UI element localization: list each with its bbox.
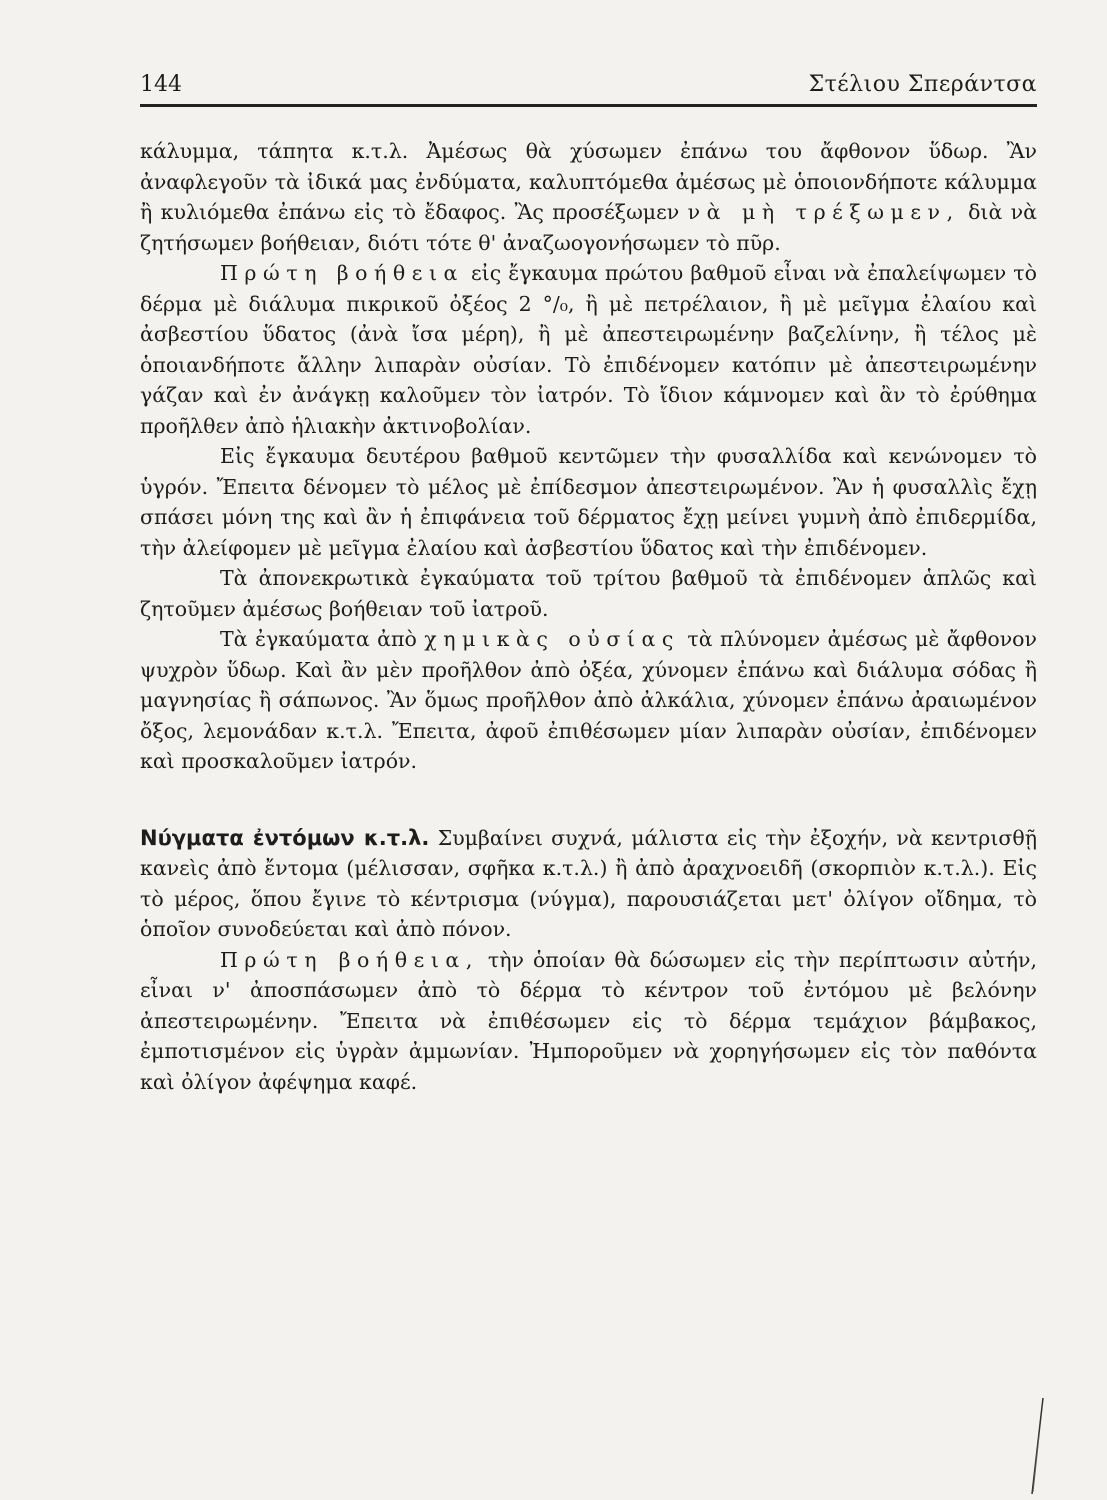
section-gap	[140, 777, 1037, 823]
page-number: 144	[140, 72, 182, 97]
section-title: Νύγματα ἐντόμων κ.τ.λ.	[140, 825, 430, 850]
spaced-emphasis: Πρώτη βοήθεια,	[220, 947, 479, 972]
spaced-emphasis: νὰ μὴ τρέξωμεν,	[687, 200, 960, 224]
paragraph-second-degree: Εἰς ἔγκαυμα δευτέρου βαθμοῦ κεντῶμεν τὴν φυσαλλίδα καὶ κενώνομεν τὸ ὑγρόν. Ἔπειτα δένομεν τὸ μέλος μὲ ἐπίδεσμον ἀπεστειρωμένον. Ἂν ἡ φυσαλλὶς ἔχῃ σπάσει μόνη της καὶ ἂν ἡ ἐπιφάνεια τοῦ δέρματος ἔχῃ μείνει γυμνὴ ἀπὸ ἐπιδερμίδα, τὴν ἀλείφομεν μὲ μεῖγμα ἐλαίου καὶ ἀσβεστίου ὕδατος καὶ τὴν ἐπιδένομεν.	[140, 444, 1037, 560]
text-run: διὰ νὰ ζητήσωμεν βοήθειαν, διότι τότε θ' ἀναζωογονήσωμεν τὸ πῦρ.	[140, 200, 1037, 255]
text-run: τὴν ὁποίαν θὰ δώσωμεν εἰς τὴν περίπτωσιν αὐτήν, εἶναι ν' ἀποσπάσωμεν ἀπὸ τὸ δέρμα τὸ κέντρον τοῦ ἐντόμου μὲ βελόνην ἀπεστειρωμένην. Ἔπειτα νὰ ἐπιθέσωμεν εἰς τὸ δέρμα τεμάχιον βάμβακος, ἐμποτισμένον εἰς ὑγρὰν ἀμμωνίαν. Ἠμποροῦμεν νὰ χορηγήσωμεν εἰς τὸν παθόντα καὶ ὀλίγον ἀφέψημα καφέ.	[140, 947, 1037, 1094]
text-run: εἰς ἔγκαυμα πρώτου βαθμοῦ εἶναι νὰ ἐπαλείψωμεν τὸ δέρμα μὲ διάλυμα πικρικοῦ ὀξέος 2 °/₀, ἢ μὲ πετρέλαιον, ἢ μὲ μεῖγμα ἐλαίου καὶ ἀσβεστίου ὕδατος (ἀνὰ ἴσα μέρη), ἢ μὲ ἀπεστειρωμένην βαζελίνην, ἢ τέλος μὲ ὁποιανδήποτε ἄλλην λιπαρὰν οὐσίαν. Τὸ ἐπιδένομεν κατόπιν μὲ ἀπεστειρωμένην γάζαν καὶ ἐν ἀνάγκῃ καλοῦμεν τὸν ἰατρόν. Τὸ ἴδιον κάμνομεν καὶ ἂν τὸ ἐρύθημα προῆλθεν ἀπὸ ἡλιακὴν ἀκτινοβολίαν.	[140, 261, 1037, 438]
page-header	[140, 70, 1037, 107]
paragraph-insect-stings	[140, 823, 1037, 945]
text-run: τὰ πλύνομεν ἀμέσως μὲ ἄφθονον ψυχρὸν ὕδωρ. Καὶ ἂν μὲν προῆλθον ἀπὸ ὀξέα, χύνομεν ἐπάνω καὶ διάλυμα σόδας ἢ μαγνησίας ἢ σάπωνος. Ἂν ὅμως προῆλθον ἀπὸ ἀλκάλια, χύνομεν ἐπάνω ἀραιωμένον ὄξος, λεμονάδαν κ.τ.λ. Ἔπειτα, ἀφοῦ ἐπιθέσωμεν μίαν λιπαρὰν οὐσίαν, ἐπιδένομεν καὶ προσκαλοῦμεν ἰατρόν.	[140, 627, 1037, 773]
running-head: Στέλιου Σπεράντσα	[808, 72, 1037, 97]
paragraph-sting-first-aid	[140, 945, 1037, 1098]
text-run: κάλυμμα, τάπητα κ.τ.λ. Ἀμέσως θὰ χύσωμεν ἐπάνω του ἄφθονον ὕδωρ. Ἂν ἀναφλεγοῦν τὰ ἰδικά μας ἐνδύματα, καλυπτόμεθα ἀμέσως μὲ ὁποιονδήποτε κάλυμμα ἢ κυλιόμεθα ἐπάνω εἰς τὸ ἔδαφος. Ἂς προσέξωμεν	[140, 139, 1037, 224]
paragraph-third-degree: Τὰ ἀπονεκρωτικὰ ἐγκαύματα τοῦ τρίτου βαθμοῦ τὰ ἐπιδένομεν ἁπλῶς καὶ ζητοῦμεν ἀμέσως βοήθειαν τοῦ ἰατροῦ.	[140, 566, 1037, 621]
spaced-emphasis: χημικὰς οὐσίας	[424, 627, 680, 651]
body-text	[140, 136, 1037, 1097]
text-run: Τὰ ἐγκαύματα ἀπὸ	[220, 627, 417, 651]
paragraph-fire-clothing	[140, 136, 1037, 258]
paragraph-chemical-burns	[140, 624, 1037, 777]
spaced-emphasis: Πρώτη βοήθεια	[220, 261, 464, 285]
paragraph-first-degree	[140, 258, 1037, 441]
margin-pencil-mark	[1030, 1396, 1044, 1496]
text-run: Συμβαίνει συχνά, μάλιστα εἰς τὴν ἐξοχήν, νὰ κεντρισθῇ κανεὶς ἀπὸ ἔντομα (μέλισσαν, σφῆκα κ.τ.λ.) ἢ ἀπὸ ἀραχνοειδῆ (σκορπιὸν κ.τ.λ.). Εἰς τὸ μέρος, ὅπου ἔγινε τὸ κέντρισμα (νύγμα), παρουσιάζεται μετ' ὀλίγον οἴδημα, τὸ ὁποῖον συνοδεύεται καὶ ἀπὸ πόνον.	[140, 825, 1037, 941]
